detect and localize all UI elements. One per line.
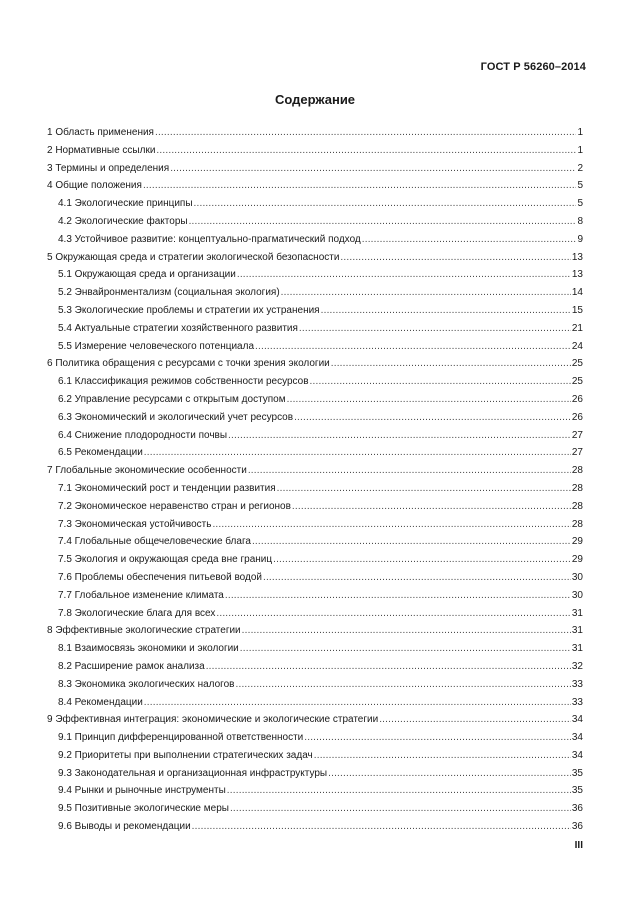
toc-dot-leader [299,320,571,338]
toc-dot-leader [192,818,571,836]
toc-entry[interactable] [47,427,583,445]
toc-entry-title: 7.6 Проблемы обеспечения питьевой водой [58,571,262,583]
toc-entry-page: 1 [577,127,583,138]
toc-entry-title: 6.1 Классификация режимов собственности ресурсов [58,376,309,388]
toc-dot-leader [235,676,570,694]
toc-entry-title: 4 Общие положения [47,180,142,192]
toc-entry[interactable] [47,355,583,373]
toc-dot-leader [294,409,571,427]
toc-entry-title: 9.2 Приоритеты при выполнении стратегических задач [58,749,313,761]
toc-entry-title: 6 Политика обращения с ресурсами с точки зрения экологии [47,358,330,370]
toc-entry[interactable] [47,373,583,391]
toc-dot-leader [252,533,571,551]
toc-dot-leader [310,373,571,391]
toc-entry[interactable] [47,800,583,818]
toc-entry-title: 3 Термины и определения [47,162,170,174]
toc-entry-page: 1 [577,144,583,156]
toc-entry-page: 21 [571,322,583,334]
toc-entry-title: 6.3 Экономический и экологический учет ресурсов [58,411,294,423]
toc-entry[interactable] [47,302,583,320]
toc-entry-title: 7.8 Экологические блага для всех [58,607,216,619]
toc-entry-page: 9 [577,233,583,245]
toc-entry-title: 7.1 Экономический рост и тенденции развития [58,482,276,494]
toc-entry-page: 14 [571,287,583,299]
toc-title: Содержание [274,92,356,107]
toc-entry-title: 4.3 Устойчивое развитие: концептуально-прагматический подход [58,233,361,245]
toc-entry[interactable] [47,551,583,569]
toc-dot-leader [362,231,577,249]
toc-entry-page: 30 [571,589,583,601]
toc-entry-title: 4.2 Экологические факторы [58,215,188,227]
toc-entry[interactable] [47,658,583,676]
toc-entry-page: 34 [571,749,583,761]
toc-entry-title: 5.1 Окружающая среда и организации [58,269,236,281]
toc-entry-title: 8.2 Расширение рамок анализа [58,660,205,672]
toc-dot-leader [242,622,571,640]
toc-entry-title: 5.3 Экологические проблемы и стратегии их устранения [58,304,320,316]
toc-entry-title: 9.1 Принцип дифференцированной ответственности [58,732,304,744]
toc-dot-leader [340,249,570,267]
document-code: ГОСТ Р 56260–2014 [480,61,586,73]
toc-dot-leader [255,338,571,356]
toc-entry-page: 28 [571,500,583,512]
toc-dot-leader [240,640,571,658]
toc-entry[interactable] [47,676,583,694]
toc-dot-leader [287,391,571,409]
toc-dot-leader [189,213,577,231]
toc-dot-leader [314,747,571,765]
toc-dot-leader [248,462,571,480]
toc-entry[interactable] [47,711,583,729]
toc-entry-page: 32 [571,660,583,672]
toc-entry-page: 28 [571,465,583,477]
toc-entry-page: 13 [571,251,583,263]
toc-entry[interactable] [47,177,583,195]
toc-dot-leader [273,551,571,569]
toc-entry[interactable] [47,480,583,498]
toc-entry-page: 2 [577,162,583,174]
toc-dot-leader [194,195,577,213]
toc-dot-leader [292,498,571,516]
toc-dot-leader [212,516,570,534]
toc-entry-page: 30 [571,571,583,583]
toc-dot-leader [156,142,576,160]
toc-entry-page: 5 [577,198,583,210]
toc-entry[interactable] [47,320,583,338]
toc-entry[interactable] [47,338,583,356]
toc-entry-title: 7.3 Экономическая устойчивость [58,518,212,530]
toc-entry-title: 2 Нормативные ссылки [47,144,156,156]
toc-entry-page: 5 [577,180,583,192]
toc-entry[interactable] [47,640,583,658]
toc-entry-page: 31 [571,625,583,637]
toc-entry[interactable] [47,587,583,605]
toc-entry-page: 33 [571,696,583,708]
toc-dot-leader [206,658,571,676]
toc-entry-title: 9 Эффективная интеграция: экономические и экологические стратегии [47,714,379,726]
toc-entry-title: 5.2 Энвайронментализм (социальная экология) [58,287,280,299]
toc-entry[interactable] [47,213,583,231]
toc-entry-title: 9.6 Выводы и рекомендации [58,821,191,833]
toc-entry[interactable] [47,231,583,249]
toc-entry-title: 7.4 Глобальные общечеловеческие блага [58,536,251,548]
toc-entry-page: 31 [571,643,583,655]
page-number: III [574,840,583,851]
table-of-contents [47,124,583,836]
toc-entry[interactable] [47,444,583,462]
toc-entry-title: 9.5 Позитивные экологические меры [58,803,229,815]
toc-entry-title: 6.2 Управление ресурсами с открытым доступом [58,393,286,405]
toc-entry-title: 4.1 Экологические принципы [58,198,193,210]
toc-entry-page: 33 [571,678,583,690]
toc-entry-title: 6.4 Снижение плодородности почвы [58,429,228,441]
toc-entry-title: 7.5 Экология и окружающая среда вне границ [58,554,273,566]
toc-entry[interactable] [47,622,583,640]
toc-dot-leader [144,444,571,462]
toc-entry[interactable] [47,142,583,160]
toc-entry[interactable] [47,765,583,783]
toc-entry-page: 8 [577,215,583,227]
toc-dot-leader [237,266,571,284]
toc-entry[interactable] [47,516,583,534]
toc-entry-title: 6.5 Рекомендации [58,447,143,459]
toc-entry[interactable] [47,605,583,623]
toc-entry-page: 34 [571,732,583,744]
toc-entry[interactable] [47,694,583,712]
toc-entry-page: 26 [571,411,583,423]
toc-entry-title: 8.3 Экономика экологических налогов [58,678,235,690]
toc-dot-leader [379,711,571,729]
toc-entry-title: 7 Глобальные экономические особенности [47,465,247,477]
toc-entry-title: 7.2 Экономическое неравенство стран и регионов [58,500,291,512]
toc-dot-leader [230,800,571,818]
toc-entry-page: 26 [571,393,583,405]
toc-dot-leader [328,765,571,783]
toc-entry[interactable] [47,391,583,409]
toc-entry-title: 1 Область применения [47,127,154,138]
toc-entry-page: 15 [571,304,583,316]
toc-entry[interactable] [47,462,583,480]
toc-entry-title: 7.7 Глобальное изменение климата [58,589,224,601]
toc-entry[interactable] [47,409,583,427]
toc-entry-page: 36 [571,821,583,833]
toc-entry[interactable] [47,569,583,587]
toc-dot-leader [228,427,571,445]
toc-dot-leader [277,480,571,498]
toc-dot-leader [216,605,571,623]
toc-entry[interactable] [47,498,583,516]
toc-entry-page: 25 [571,376,583,388]
toc-entry-page: 27 [571,429,583,441]
toc-entry-page: 34 [571,714,583,726]
toc-entry[interactable] [47,195,583,213]
toc-dot-leader [263,569,571,587]
toc-entry-page: 31 [571,607,583,619]
toc-entry-page: 28 [571,518,583,530]
toc-entry-title: 5 Окружающая среда и стратегии экологической безопасности [47,251,340,263]
toc-dot-leader [304,729,571,747]
toc-entry-page: 29 [571,536,583,548]
toc-entry[interactable] [47,284,583,302]
toc-entry-title: 8 Эффективные экологические стратегии [47,625,241,637]
toc-entry-page: 28 [571,482,583,494]
toc-dot-leader [331,355,571,373]
toc-dot-leader [227,782,571,800]
toc-dot-leader [170,160,576,178]
toc-entry-title: 8.4 Рекомендации [58,696,143,708]
toc-entry-page: 24 [571,340,583,352]
toc-dot-leader [143,177,577,195]
toc-dot-leader [321,302,571,320]
toc-entry-title: 9.3 Законодательная и организационная инфраструктуры [58,767,328,779]
toc-dot-leader [281,284,571,302]
toc-entry[interactable] [47,533,583,551]
toc-entry-title: 5.5 Измерение человеческого потенциала [58,340,255,352]
toc-entry-title: 8.1 Взаимосвязь экономики и экологии [58,643,239,655]
toc-entry-page: 27 [571,447,583,459]
toc-entry-title: 5.4 Актуальные стратегии хозяйственного развития [58,322,298,334]
toc-entry[interactable] [47,266,583,284]
toc-entry[interactable] [47,249,583,267]
toc-dot-leader [144,694,571,712]
toc-entry[interactable] [47,782,583,800]
toc-entry-page: 13 [571,269,583,281]
toc-entry[interactable] [47,124,583,142]
toc-entry-page: 29 [571,554,583,566]
toc-entry-title: 9.4 Рынки и рыночные инструменты [58,785,226,797]
toc-entry-page: 25 [571,358,583,370]
toc-dot-leader [225,587,571,605]
toc-entry-page: 35 [571,767,583,779]
toc-entry[interactable] [47,729,583,747]
toc-entry[interactable] [47,160,583,178]
toc-entry-page: 36 [571,803,583,815]
toc-entry-page: 35 [571,785,583,797]
toc-entry[interactable] [47,747,583,765]
toc-entry[interactable] [47,818,583,836]
toc-dot-leader [155,124,576,142]
